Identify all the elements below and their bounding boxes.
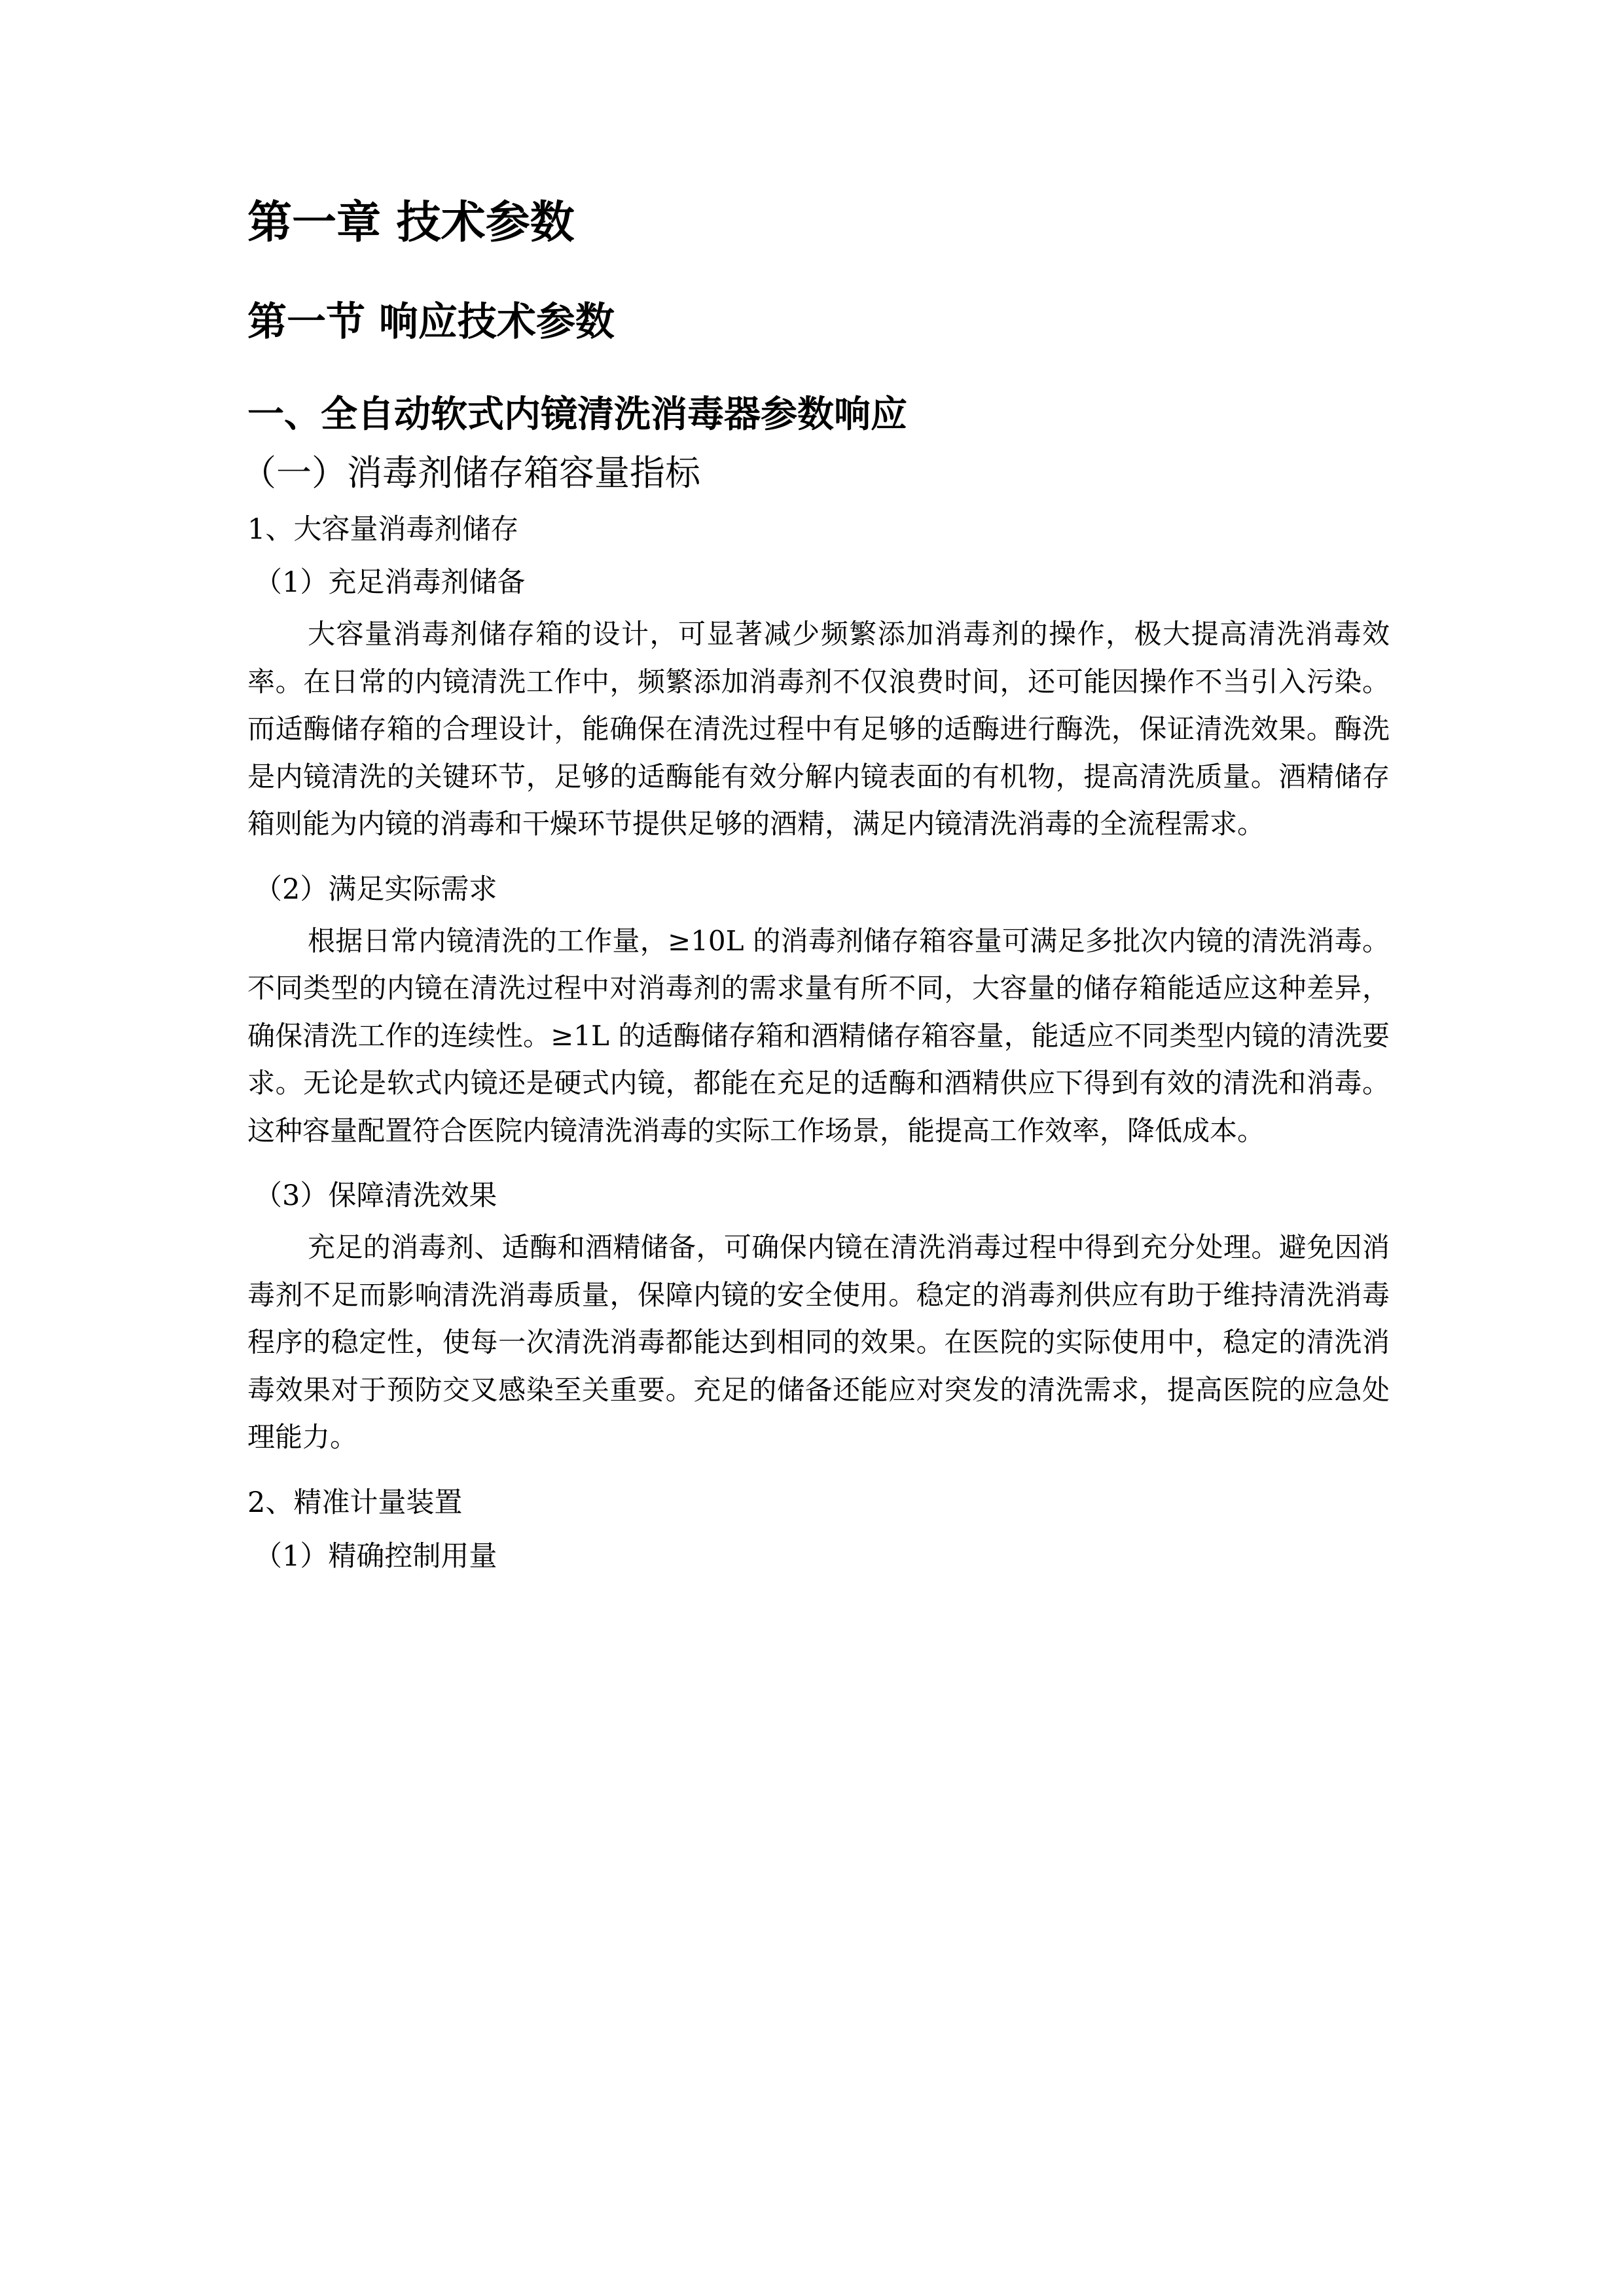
point-heading-1-1: （1）充足消毒剂储备: [254, 566, 526, 600]
paragraph-1-2: 根据日常内镜清洗的工作量，≥10L 的消毒剂储存箱容量可满足多批次内镜的清洗消毒。不同类型的内镜在清洗过程中对消毒剂的需求量有所不同，大容量的储存箱能适应这种差异，确保清洗工作的连续性。≥1L 的适酶储存箱和酒精储存箱容量，能适应不同类型内镜的清洗要求。无论是软式内镜还是硬式内镜，都能在充足的适酶和酒精供应下得到有效的清洗和消毒。这种容量配置符合医院内镜清洗消毒的实际工作场景，能提高工作效率，降低成本。: [247, 924, 1390, 1147]
page-content: [241, 196, 1390, 1584]
point-heading-1-2: （2）满足实际需求: [254, 872, 497, 906]
section-heading: 第一节 响应技术参数: [247, 298, 615, 345]
point-heading-1-3: （3）保障清洗效果: [254, 1179, 497, 1213]
item-heading-1: 1、大容量消毒剂储存: [247, 512, 519, 546]
item-heading-2: 2、精准计量装置: [247, 1486, 463, 1519]
part-heading: 一、全自动软式内镜清洗消毒器参数响应: [247, 393, 907, 436]
paragraph-1-3: 充足的消毒剂、适酶和酒精储备，可确保内镜在清洗消毒过程中得到充分处理。避免因消毒剂不足而影响清洗消毒质量，保障内镜的安全使用。稳定的消毒剂供应有助于维持清洗消毒程序的稳定性，使每一次清洗消毒都能达到相同的效果。在医院的实际使用中，稳定的清洗消毒效果对于预防交叉感染至关重要。充足的储备还能应对突发的清洗需求，提高医院的应急处理能力。: [247, 1231, 1390, 1454]
point-heading-2-1: （1）精确控制用量: [254, 1539, 497, 1573]
paragraph-1-1: 大容量消毒剂储存箱的设计，可显著减少频繁添加消毒剂的操作，极大提高清洗消毒效率。在日常的内镜清洗工作中，频繁添加消毒剂不仅浪费时间，还可能因操作不当引入污染。而适酶储存箱的合理设计，能确保在清洗过程中有足够的适酶进行酶洗，保证清洗效果。酶洗是内镜清洗的关键环节，足够的适酶能有效分解内镜表面的有机物，提高清洗质量。酒精储存箱则能为内镜的消毒和干燥环节提供足够的酒精，满足内镜清洗消毒的全流程需求。: [247, 618, 1390, 840]
chapter-heading: 第一章 技术参数: [247, 197, 575, 249]
subsection-heading: （一）消毒剂储存箱容量指标: [241, 452, 700, 493]
